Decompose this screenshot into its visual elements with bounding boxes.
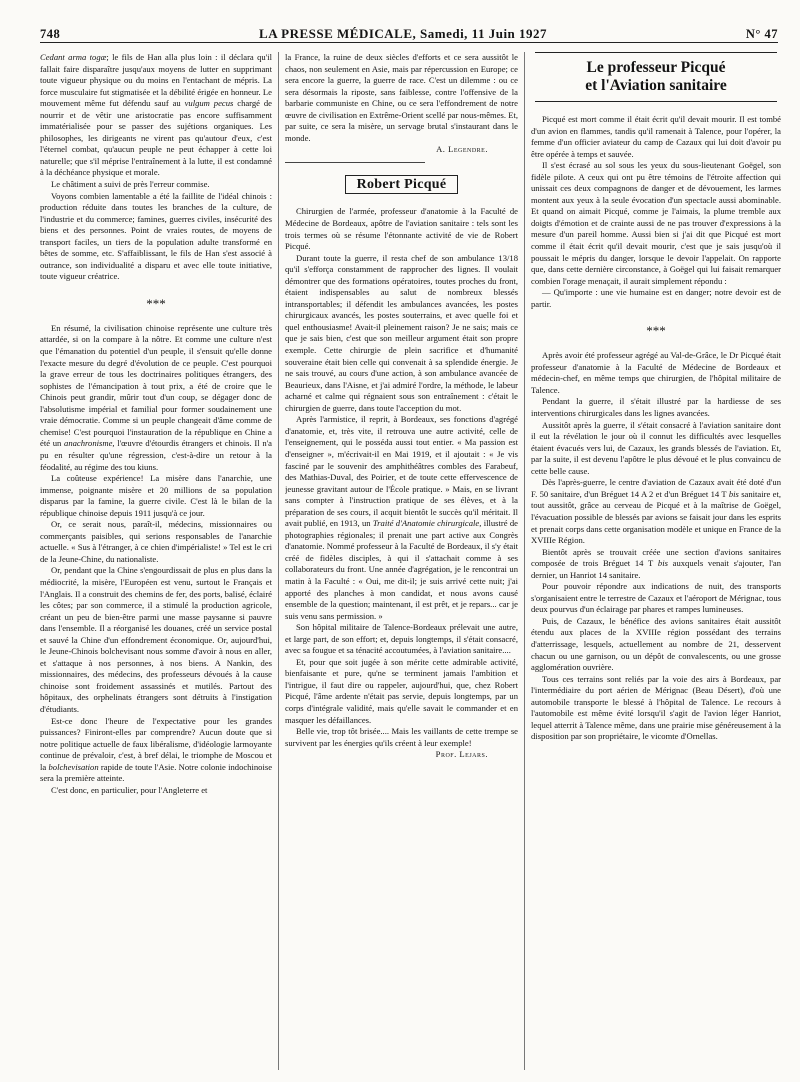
issue-date: Samedi, 11 Juin 1927 — [420, 26, 548, 41]
paragraph: Bientôt après se trouvait créée une section d'avions sanitaires composée de trois Bréguet 14 T bis auxquels venait s'ajouter, l'an dernier, un Hanriot 14 sanitaire. — [531, 546, 781, 580]
article-title-box — [535, 52, 777, 102]
paragraph: Pour pouvoir répondre aux indications de nuit, des transports s'organisaient entre le terrestre de Cazaux et l'aéroport de Mérignac, tous deux pourvus d'un éclairage par phares et rampes lumineuses. — [531, 581, 781, 615]
paragraph: Aussitôt après la guerre, il s'était consacré à l'aviation sanitaire dont il eut la révélation le jour où il connut les difficultés avec lesquelles étaient évacués vers lui, de Cazaux, les grands blessés de l'aviation. Et, par la suite, il est devenu l'apôtre le plus dévoué et le plus convaincu de cette belle cause. — [531, 419, 781, 476]
paragraph: — Qu'importe : une vie humaine est en danger; notre devoir est de partir. — [531, 287, 781, 309]
paragraph: la France, la ruine de deux siècles d'efforts et ce sera aussitôt le chaos, non seulement en Asie, mais par répercussion en Europe; ce sera encore la guerre, la guerre de race. C'est un dilemme : ou ce sera désormais la riposte, sans faiblesse, contre l'offensive de la barbarie communiste en Chine, ou ce sera l'effondrement de notre œuvre de civilisation en Extrême-Orient scellé par nous-mêmes. Et, par suite, ce sera la misère, un servage brutal s'instaurant dans le monde. — [285, 52, 518, 143]
article-end-rule — [285, 162, 425, 163]
paragraph: Et, pour que soit jugée à son mérite cette admirable activité, bienfaisante et pure, qu'ne se terminent jamais l'ambition et l'intrigue, il faut dire ou rappeler, aujourd'hui, que, chez Robert Picqué, l'âme ardente n'était pas servie, depuis longtemps, par un corps d'intégrale validité, mais qu'elle savait le commander et en masquer les défaillances. — [285, 656, 518, 725]
paragraph: Chirurgien de l'armée, professeur d'anatomie à la Faculté de Médecine de Bordeaux, apôtre de l'aviation sanitaire : tels sont les trois termes où se résume l'étonnante activité de vie de Robert Picqué. — [285, 206, 518, 252]
paragraph: Puis, de Cazaux, le bénéfice des avions sanitaires était aussitôt étendu aux places de la XVIIIe région possédant des terrains d'atterrissage, lesquels, actuellement au nombre de 21, desservent chacun ou une garnison, ou un dépôt de convalescents, ou une grosse agglomération ouvrière. — [531, 615, 781, 673]
paragraph: Durant toute la guerre, il resta chef de son ambulance 13/18 qu'il s'efforça constamment de rapprocher des lignes. Il voulait démontrer que des formations opératoires, toutes proches du front, étaient indispensables au salut de nombreux blessés intransportables; il défendit les ambulances avancées, les postes chirurgicaux avancés, les postes souterrains, et avec quelle foi et quel enthousiasme! Avait-il pleinement raison? Je ne sais; mais ce que je sais bien, c'est que son meilleur argument était son propre exemple. Cette chirurgie de plein sacrifice et d'humanité souveraine était bien celle qui convenait à sa splendide énergie. Je ne sais trouvé, au cours d'une action, à son ambulance avancée de Beaurieux, dans l'Aisne, et j'ai admiré l'ordre, la méthode, le labeur acharné et calme qui régnaient sous son entraînement : c'était le chirurgien de guerre, dans toute l'acception du mot. — [285, 252, 518, 413]
paragraph: Dès l'après-guerre, le centre d'aviation de Cazaux avait été doté d'un F. 50 sanitaire, d'un Bréguet 14 A 2 et d'un Bréguet 14 T bis sanitaire et, tout aussitôt, grâce au cerveau de Picqué et à la maîtrise de Goëgel, l'évacuation possible de blessés par avions se faisait jour dans les esprits et prenait corps dans cette organisation modèle et unique en France de la XVIIIe Région. — [531, 477, 781, 546]
column-left — [40, 52, 272, 1070]
journal-title: LA PRESSE MÉDICALE — [259, 26, 413, 41]
author-signature: Prof. Lejars. — [435, 749, 488, 760]
paragraph: En résumé, la civilisation chinoise représente une culture très attardée, si on la compare à la nôtre. Et comme une culture n'est que l'émanation du potentiel d'un peuple, il s'ensuit qu'elle donne l'exacte mesure du degré d'évolution de ce peuple. C'est pourquoi la grave erreur de tous les doctrinaires politiques étrangers, des sophistes de l'émancipation à tout prix, a été de croire que le Chinois peut grandir, mûrir tout d'un coup, se dégager donc de l'absolutisme impérial et familial pour former soudainement une vraie démocratie. Comme si un peuple changeait d'âme comme de chemise! C'est pourquoi l'instauration de la république en Chine a été un anachronisme, l'œuvre d'étourdis étrangers et chinois. Il n'a pu en résulter qu'une régression, c'est-à-dire un retour à la féodalité, au régime des tou kiuns. — [40, 322, 272, 472]
article-title: Robert Picqué — [345, 175, 458, 195]
paragraph: Tous ces terrains sont reliés par la voie des airs à Bordeaux, par l'intermédiaire du port aérien de Mérignac (Beau Désert), d'où une automobile transporte le blessé à l'hôpital de Talence. Le recours à l'automobile est même évité lorsqu'il s'agit de l'avion léger Hanriot, lequel atterrit à Talence même, dans une prairie mise généreusement à la disposition par son propriétaire, le vicomte d'Ornellas. — [531, 673, 781, 742]
paragraph: Après l'armistice, il reprit, à Bordeaux, ses fonctions d'agrégé d'anatomie, et, très vite, il retrouva une autre activité, celle de l'enseignement, qui le posséda aussi tout entier. « Ma passion est d'enseigner », m'écrivait-il en Mai 1919, et il ajoutait : « Je vis fasciné par le souvenir des amphithéâtres combles des Farabeuf, des Mathias-Duval, des Poirier, et de toute cette effervescence de jeunesse gravitant autour de l'École pratique. » Mais, en se livrant sans compter à l'instruction pratique de ses élèves, et à la préparation de ses cours, il acquit bientôt le succès qu'il méritait. Il avait publié, en 1913, un Traité d'Anatomie chirurgicale, illustré de photographies régionales; il prenait une part active aux Congrès d'anatomie. Nommé professeur à la Faculté de Bordeaux, il s'y était créé de fidèles disciples, à qui il s'attachait comme à ses collaborateurs du front. Une année d'agrégation, je le rencontrai un matin à la Faculté : « Oui, me dit-il; je suis arrivé cette nuit; j'ai apporté des planches à mon candidat, et nous avons causé ensemble de la question; maintenant, il est prêt, et je repars... car je suis venu sans permission. » — [285, 414, 518, 621]
page-number: 748 — [40, 27, 61, 41]
article-title-line1: Le professeur Picqué — [586, 59, 726, 76]
column-middle — [285, 52, 518, 1070]
paragraph: Cedant arma togæ; le fils de Han alla plus loin : il déclara qu'il fallait faire disparaître jusqu'aux moyens de lutter en supprimant toute vigueur physique ou du moins en l'entachant de mépris. La force musculaire fut stigmatisée et la débilité érigée en honneur. Le mouvement même fut défendu sauf au vulgum pecus chargé de nourrir et de vêtir une aristocratie pas encore suffisamment immatérialisée pour se passer des sujétions organiques. Les philosophes, les dirigeants ne virent pas qu'autour d'eux, c'est l'éternel combat, qu'aucun peuple ne peut échapper à cette loi naturelle; que s'il méprise l'entraînement à la lutte, il est condamné à la déchéance physique et morale. — [40, 52, 272, 178]
paragraph: Picqué est mort comme il était écrit qu'il devait mourir. Il est tombé d'un avion en flammes, tandis qu'il ramenait à Talence, pour l'opérer, la femme d'un officier aviateur du camp de Cazaux qui lui doit d'avoir pu être opérée à temps et sauvée. — [531, 114, 781, 159]
paragraph: Or, pendant que la Chine s'engourdissait de plus en plus dans la médiocrité, la misère, l'Européen est venu, surtout le Français et l'Anglais. Il a construit des chemins de fer, des ports, balisé, éclairé les côtes; par son commerce, il a stimulé la production agricole, créant un peu de bien-être parmi une masse paysanne si pauvre dans l'ensemble. Il a réorganisé les douanes, créé un service postal et sauvé la Chine d'un effondrement économique. Or, aujourd'hui, le Jeune-Chinois bolchevisant nous somme d'avoir à nous en aller, et s'attaque à nos personnes, à nos biens. A Nankin, des missionnaires, des médecins, des professeurs dévoués à la cause chinoise sont froidement assassinés et mutilés. Partout des hôpitaux, des orphelinats étrangers sont détruits à l'instigation d'étudiants. — [40, 565, 272, 714]
column-divider — [278, 52, 279, 1070]
paragraph: C'est donc, en particulier, pour l'Angleterre et — [51, 784, 208, 795]
author-signature: A. Legendre. — [436, 144, 488, 155]
paragraph: Voyons combien lamentable a été la faillite de l'idéal chinois : production réduite dans toutes les branches de la culture, de l'industrie et du commerce; famines, guerres civiles, insécurité des biens et des personnes. Point de vraies routes, de moyens de transport faciles, un tiers de la population adulte transformé en bêtes de somme, etc. S'affaiblissant, le fils de Han s'est associé à outrance, son individualité a disparu et avec elle toute initiative, toute vigueur créatrice. — [40, 190, 272, 282]
paragraph: Or, ce serait nous, paraît-il, médecins, missionnaires ou commerçants paisibles, qui serions responsables de l'anarchie actuelle. « Sus à l'étranger, à ce chien d'impérialiste! » Tel est le cri de la Jeune-Chine, du nationaliste. — [40, 519, 272, 564]
paragraph: Après avoir été professeur agrégé au Val-de-Grâce, le Dr Picqué était professeur d'anatomie à la Faculté de Médecine de Bordeaux et médecin-chef, en même temps que chirurgien, de l'hôpital militaire de Talence. — [531, 350, 781, 395]
section-separator: *** — [146, 295, 166, 311]
paragraph: Belle vie, trop tôt brisée.... Mais les vaillants de cette trempe se survivent par les énergies qu'ils créent à leur exemple! — [285, 726, 518, 748]
paragraph: Le châtiment a suivi de près l'erreur commise. — [51, 179, 210, 190]
paragraph: Son hôpital militaire de Talence-Bordeaux prélevait une autre, et large part, de son effort; et, depuis longtemps, il s'était consacré, avec sa fougue et sa ténacité accoutumées, à l'aviation sanitaire.... — [285, 622, 518, 656]
issue-number: N° 47 — [745, 27, 778, 41]
page-header: 748 LA PRESSE MÉDICALE, Samedi, 11 Juin 1927 N° 47 — [40, 20, 778, 43]
section-separator: *** — [646, 323, 666, 339]
paragraph: Est-ce donc l'heure de l'expectative pour les grandes puissances? Finiront-elles par comprendre? Aucun doute que si notre politique actuelle de faux libéralisme, d'idéologie larmoyante continue de prévaloir, c'est, à bref délai, le triomphe de Moscou et la bolchevisation rapide de toute l'Asie. Notre colonie indochinoise sera la première atteinte. — [40, 715, 272, 784]
paragraph: Il s'est écrasé au sol sous les yeux du sous-lieutenant Goëgel, son fidèle pilote. A ceux qui ont pu être témoins de l'étroite affection qui unissait ces deux compagnons de danger et de dévouement, les larmes montent aux yeux à la seule évocation d'un spectacle aussi abominable. Et quand on aimait Picqué, comme je l'aimais, la plume tremble aux doigts d'émotion et de crainte aussi de ne pas trouver d'expressions à la mesure d'un pareil homme. Aussi bien si j'ai dit que Picqué est mort comme il était écrit qu'il devait mourir, c'est que je sais jusqu'où il poussait le mépris du danger, lorsque le devoir l'appelait. On rapporte que, dans cette dernière circonstance, à Goëgel qui lui faisait remarquer combien l'orage menaçait, il aurait simplement répondu : — [531, 160, 781, 286]
column-divider — [524, 52, 525, 1070]
paragraph: La coûteuse expérience! La misère dans l'anarchie, une immense, poignante misère et 20 millions de sa population disparus par la famine, la guerre civile. C'est là le bilan de la république chinoise depuis 1911 jusqu'à ce jour. — [40, 473, 272, 518]
paragraph: Pendant la guerre, il s'était illustré par la hardiesse de ses interventions chirurgicales dans les lignes avancées. — [531, 396, 781, 419]
column-right — [531, 52, 781, 1070]
article-title-line2: et l'Aviation sanitaire — [585, 77, 727, 94]
